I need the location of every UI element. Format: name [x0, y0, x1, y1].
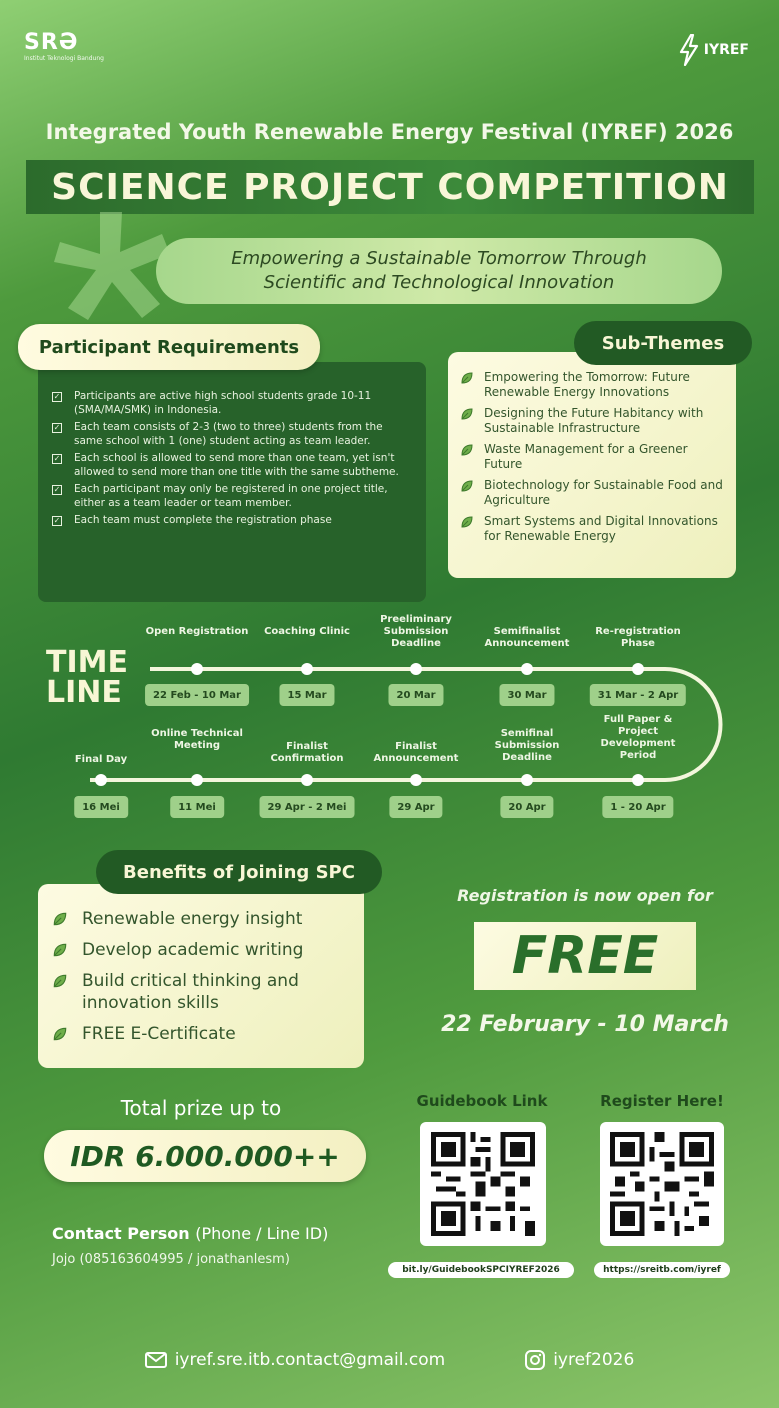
tagline	[156, 238, 722, 304]
leaf-icon	[460, 407, 474, 421]
requirements-heading: Participant Requirements	[18, 324, 320, 370]
iyref-logo-text: IYREF	[703, 42, 749, 58]
subtheme-item: Biotechnology for Sustainable Food and Agriculture	[460, 478, 726, 508]
timeline-date: 20 Mar	[388, 684, 443, 706]
timeline-dots	[95, 663, 644, 786]
timeline-event-label: Finalist Announcement	[373, 741, 459, 764]
timeline-event-label: Online Technical Meeting	[151, 728, 243, 751]
timeline-date: 22 Feb - 10 Mar	[145, 684, 249, 706]
footer-instagram-text: iyref2026	[553, 1350, 635, 1370]
footer-instagram[interactable]	[525, 1350, 634, 1370]
footer-email-text: iyref.sre.itb.contact@gmail.com	[174, 1350, 446, 1370]
leaf-icon	[52, 973, 68, 989]
timeline-date: 29 Apr	[389, 796, 442, 818]
subthemes-panel	[448, 352, 736, 578]
timeline-event-label: Open Registration	[145, 626, 249, 637]
timeline-event-label: Final Day	[74, 754, 128, 765]
benefit-item: FREE E-Certificate	[52, 1023, 352, 1045]
qr-code-icon	[610, 1132, 714, 1236]
benefits-panel	[38, 884, 364, 1068]
qr-code-icon	[430, 1132, 536, 1236]
checkbox-icon: ✓	[53, 485, 61, 494]
subtheme-item: Designing the Future Habitancy with Sustainable Infrastructure	[460, 406, 726, 436]
timeline-event-label: Preeliminary Submission Deadline	[380, 614, 452, 649]
tagline-line-1: Empowering a Sustainable Tomorrow Through	[231, 248, 647, 269]
benefit-item: Renewable energy insight	[52, 908, 352, 930]
requirements-panel	[38, 362, 426, 602]
benefit-item: Build critical thinking and innovation skills	[52, 970, 352, 1014]
leaf-icon	[460, 515, 474, 529]
decorative-star-shape	[50, 212, 170, 322]
subtheme-item: Empowering the Tomorrow: Future Renewable Energy Innovations	[460, 370, 726, 400]
tagline-line-2: Scientific and Technological Innovation	[263, 272, 615, 293]
contact-heading: Contact Person (Phone / Line ID)	[52, 1224, 329, 1243]
timeline-date: 29 Apr - 2 Mei	[260, 796, 355, 818]
timeline-event-label: Semifinalist Announcement	[484, 626, 570, 649]
leaf-icon	[52, 911, 68, 927]
timeline-date: 15 Mar	[279, 684, 334, 706]
prize-label: Total prize up to	[120, 1096, 282, 1120]
checkbox-icon: ✓	[53, 392, 61, 401]
registration-open-text: Registration is now open for	[457, 886, 713, 905]
requirement-item: ✓ Each participant may only be registered in one project title, either as a team leader or team member.	[53, 483, 388, 509]
register-link[interactable]: https://sreitb.com/iyref	[594, 1262, 730, 1278]
guidebook-title: Guidebook Link	[416, 1092, 548, 1110]
requirement-item: ✓ Participants are active high school students grade 10-11 (SMA/MA/SMK) in Indonesia.	[53, 390, 372, 416]
timeline-date: 31 Mar - 2 Apr	[590, 684, 686, 706]
prize-value: IDR 6.000.000++	[44, 1130, 366, 1182]
footer	[0, 1350, 779, 1370]
leaf-icon	[460, 443, 474, 457]
checkbox-icon: ✓	[53, 454, 61, 463]
iyref-logo	[678, 34, 749, 66]
subtheme-item: Waste Management for a Greener Future	[460, 442, 726, 472]
register-title: Register Here!	[600, 1092, 724, 1110]
leaf-icon	[52, 942, 68, 958]
guidebook-qr-code[interactable]	[420, 1122, 546, 1246]
competition-title: SCIENCE PROJECT COMPETITION	[26, 160, 754, 214]
subthemes-heading: Sub-Themes	[574, 321, 752, 365]
timeline-title: TIME LINE	[46, 645, 128, 710]
leaf-icon	[52, 1026, 68, 1042]
sre-logo-subtitle: Institut Teknologi Bandung	[24, 55, 104, 62]
instagram-icon	[525, 1350, 545, 1370]
sre-logo	[24, 30, 104, 63]
contact-value: Jojo (085163604995 / jonathanlesm)	[52, 1252, 290, 1267]
timeline-event-label: Semifinal Submission Deadline	[494, 728, 560, 763]
register-qr-code[interactable]	[600, 1122, 724, 1246]
leaf-icon	[460, 371, 474, 385]
mail-icon	[145, 1352, 167, 1368]
timeline-date: 30 Mar	[499, 684, 554, 706]
timeline-event-label: Re-registration Phase	[595, 626, 681, 649]
subtheme-item: Smart Systems and Digital Innovations for Renewable Energy	[460, 514, 726, 544]
checkbox-icon: ✓	[53, 423, 61, 432]
checkbox-icon: ✓	[53, 516, 61, 525]
timeline-date: 16 Mei	[74, 796, 128, 818]
timeline-event-label: Full Paper & Project Development Period	[600, 714, 676, 761]
timeline-event-label: Coaching Clinic	[264, 626, 350, 637]
registration-dates: 22 February - 10 March	[441, 1012, 729, 1037]
timeline-date: 11 Mei	[170, 796, 224, 818]
requirement-item: ✓ Each school is allowed to send more than one team, yet isn't allowed to send more than one title with the same subtheme.	[53, 452, 399, 478]
free-badge: FREE	[474, 922, 696, 990]
guidebook-link[interactable]: bit.ly/GuidebookSPCIYREF2026	[388, 1262, 574, 1278]
benefit-item: Develop academic writing	[52, 939, 352, 961]
festival-title: Integrated Youth Renewable Energy Festival (IYREF) 2026	[45, 120, 734, 144]
benefits-heading: Benefits of Joining SPC	[96, 850, 382, 894]
timeline-date: 20 Apr	[500, 796, 553, 818]
requirement-item: ✓ Each team must complete the registration phase	[53, 514, 332, 526]
sre-logo-text: SRƏ	[24, 30, 79, 55]
requirement-item: ✓ Each team consists of 2-3 (two to three) students from the same school with 1 (one) student acting as team leader.	[53, 421, 383, 447]
bolt-icon	[678, 34, 700, 66]
footer-email[interactable]	[145, 1350, 445, 1370]
timeline-event-label: Finalist Confirmation	[270, 741, 344, 764]
leaf-icon	[460, 479, 474, 493]
timeline-date: 1 - 20 Apr	[602, 796, 673, 818]
